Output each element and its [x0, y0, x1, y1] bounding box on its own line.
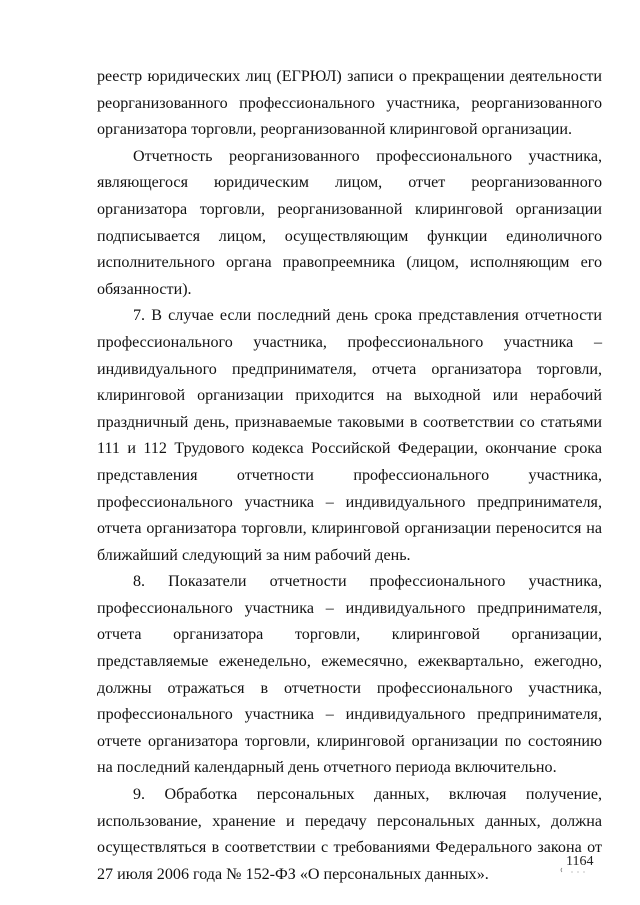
paragraph-continuation: реестр юридических лиц (ЕГРЮЛ) записи о прекращении деятельности реорганизованного профессионального участника, реорганизованного организатора торговли, реорганизованной клиринговой организации. [97, 68, 602, 139]
document-body [97, 64, 602, 888]
page-number: 1164 [566, 854, 594, 869]
paragraph-item-9: 9. Обработка персональных данных, включая получение, использование, хранение и передачу персональных данных, должна осуществляться в соответствии с требованиями Федерального закона от 27 июля 2006 года № 152-ФЗ «О персональных данных». [97, 786, 602, 883]
paragraph-reporting-signature: Отчетность реорганизованного профессионального участника, являющегося юридическим лицом, отчет реорганизованного организатора торговли, реорганизованной клиринговой организации подписывается лицом, осуществляющим функции единоличного исполнительного органа правопреемника (лицом, исполняющим его обязанности). [97, 147, 602, 298]
paragraph-item-8: 8. Показатели отчетности профессионального участника, профессионального участника – индивидуального предпринимателя, отчета организатора торговли, клиринговой организации, представляемые еженедельно, ежемесячно, ежеквартально, ежегодно, должны отражаться в отчетности профессионального участника, профессионального участника – индивидуального предпринимателя, отчете организатора торговли, клиринговой организации по состоянию на последний календарный день отчетного периода включительно. [97, 573, 602, 777]
scan-mark-icon [560, 866, 590, 874]
paragraph-item-7: 7. В случае если последний день срока представления отчетности профессионального участника, профессионального участника – индивидуального предпринимателя, отчета организатора торговли, клиринговой организации приходится на выходной или нерабочий праздничный день, признаваемые таковыми в соответствии со статьями 111 и 112 Трудового кодекса Российской Федерации, окончание срока представления отчетности профессионального участника, профессионального участника – индивидуального предпринимателя, отчета организатора торговли, клиринговой организации переносится на ближайший следующий за ним рабочий день. [97, 307, 602, 564]
